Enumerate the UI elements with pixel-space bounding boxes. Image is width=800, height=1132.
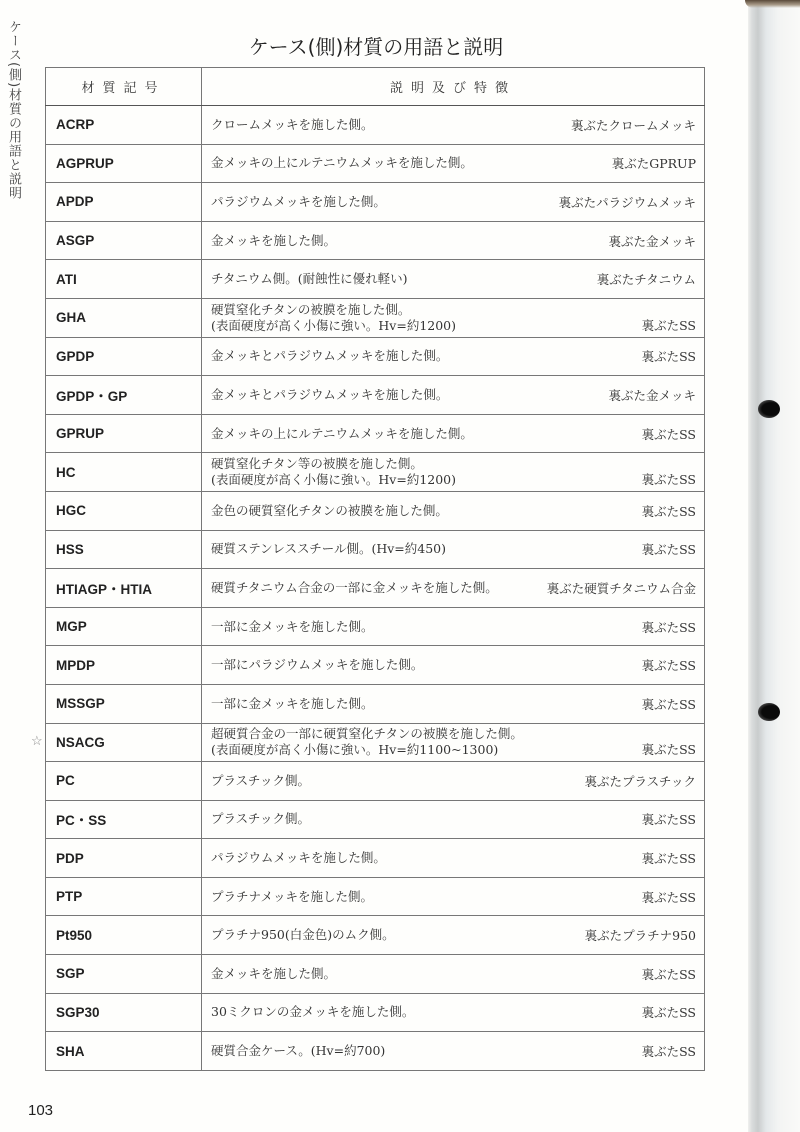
caseback-material: 裏ぶたGPRUP [611,156,696,172]
caseback-material: 裏ぶたSS [641,742,696,758]
material-code: GPRUP [46,414,202,453]
caseback-material: 裏ぶたSS [641,317,696,333]
description-line: 一部にパラジウムメッキを施した側。 [211,657,424,673]
table-row [46,376,705,415]
description-line: 金メッキの上にルテニウムメッキを施した側。 [211,425,473,441]
caseback-material: 裏ぶたSS [641,503,696,519]
caseback-material: 裏ぶたSS [641,349,696,365]
next-page-edge [748,0,800,1132]
description-line: 一部に金メッキを施した側。 [211,695,374,711]
material-description-cell [202,183,705,222]
material-description-cell [202,607,705,646]
caseback-material: 裏ぶたクロームメッキ [570,117,696,133]
description-line: 金色の硬質窒化チタンの被膜を施した側。 [211,502,448,518]
page-curl-shadow [745,0,800,8]
table-row [46,800,705,839]
description-line: 金メッキを施した側。 [211,232,337,248]
material-code: HTIAGP・HTIA [46,569,202,608]
caseback-material: 裏ぶたSS [641,1005,696,1021]
table-row [46,916,705,955]
material-code: MPDP [46,646,202,685]
binder-hole-icon [758,400,780,418]
table-row [46,877,705,916]
table-row [46,530,705,569]
caseback-material: 裏ぶたSS [641,851,696,867]
material-code: AGPRUP [46,144,202,183]
table-row [46,723,705,762]
material-code: PC [46,762,202,801]
caseback-material: 裏ぶたSS [641,696,696,712]
table-row [46,684,705,723]
description-line: 硬質窒化チタン等の被膜を施した側。 [211,456,423,472]
table-row [46,491,705,530]
caseback-material: 裏ぶたプラチナ950 [584,928,696,944]
material-description-cell [202,800,705,839]
material-description-cell [202,106,705,145]
table-row [46,1032,705,1071]
description-line: 一部に金メッキを施した側。 [211,618,374,634]
description-line: 金メッキの上にルテニウムメッキを施した側。 [211,155,473,171]
page-title: ケース(側)材質の用語と説明 [248,35,504,59]
description-line: 超硬質合金の一部に硬質窒化チタンの被膜を施した側。 [211,726,523,742]
table-row [46,414,705,453]
table-row [46,607,705,646]
material-code: APDP [46,183,202,222]
material-code: SGP [46,955,202,994]
description-line: 金メッキを施した側。 [211,965,337,981]
description-line: 金メッキとパラジウムメッキを施した側。 [211,386,449,402]
description-line: チタニウム側。(耐蝕性に優れ軽い) [211,271,408,287]
material-code: HC [46,453,202,492]
table-row [46,453,705,492]
material-code: GPDP [46,337,202,376]
table-row [46,298,705,337]
header-description: 説明及び特徴 [202,68,705,106]
material-code: PC・SS [46,800,202,839]
table-row [46,762,705,801]
material-code: GPDP・GP [46,376,202,415]
description-line: プラチナメッキを施した側。 [211,888,374,904]
material-description-cell [202,684,705,723]
page-number: 103 [28,1102,54,1119]
material-description-cell [202,260,705,299]
description-line: クロームメッキを施した側。 [211,116,374,132]
material-description-cell [202,877,705,916]
material-code: MGP [46,607,202,646]
material-description-cell [202,569,705,608]
caseback-material: 裏ぶたSS [641,426,696,442]
side-running-title: ケース(側)材質の用語と説明 [6,20,21,201]
caseback-material: 裏ぶた硬質チタニウム合金 [546,580,696,596]
table-row [46,183,705,222]
material-code: GHA [46,298,202,337]
table-row [46,646,705,685]
case-material-table [45,67,705,1071]
material-description-cell [202,646,705,685]
material-code: SHA [46,1032,202,1071]
material-code: PDP [46,839,202,878]
table-header-row [46,68,705,106]
material-description-cell [202,414,705,453]
material-code: ACRP [46,106,202,145]
caseback-material: 裏ぶたSS [641,658,696,674]
material-description-cell [202,376,705,415]
material-code: NSACG [46,723,202,762]
material-description-cell [202,221,705,260]
table-row [46,221,705,260]
table-row [46,144,705,183]
material-code: PTP [46,877,202,916]
material-description-cell [202,337,705,376]
material-description-cell [202,993,705,1032]
material-description-cell [202,298,705,337]
description-line: プラスチック側。 [211,772,311,788]
caseback-material: 裏ぶた金メッキ [608,387,696,403]
caseback-material: 裏ぶたSS [641,471,696,487]
binder-hole-icon [758,703,780,721]
description-line: (表面硬度が高く小傷に強い。Hv=約1200) [211,317,457,333]
material-code: HGC [46,491,202,530]
caseback-material: 裏ぶたチタニウム [596,272,696,288]
description-line: 硬質合金ケース。(Hv=約700) [211,1043,386,1059]
table-row [46,839,705,878]
caseback-material: 裏ぶたSS [641,966,696,982]
caseback-material: 裏ぶたSS [641,812,696,828]
material-description-cell [202,839,705,878]
description-line: 硬質窒化チタンの被膜を施した側。 [211,301,411,317]
description-line: プラスチック側。 [211,811,311,827]
caseback-material: 裏ぶたパラジウムメッキ [558,194,696,210]
description-line: 硬質ステンレススチール側。(Hv=約450) [211,541,446,557]
material-code: ATI [46,260,202,299]
material-code: MSSGP [46,684,202,723]
material-code: ASGP [46,221,202,260]
material-description-cell [202,491,705,530]
table-row [46,569,705,608]
table-row [46,337,705,376]
material-description-cell [202,916,705,955]
material-description-cell [202,723,705,762]
caseback-material: 裏ぶたプラスチック [584,773,696,789]
description-line: パラジウムメッキを施した側。 [211,850,386,866]
table-body [46,106,705,1071]
new-item-star-icon: ☆ [31,733,43,749]
description-line: 金メッキとパラジウムメッキを施した側。 [211,348,449,364]
material-code: SGP30 [46,993,202,1032]
description-line: プラチナ950(白金色)のムク側。 [211,927,395,943]
material-description-cell [202,955,705,994]
caseback-material: 裏ぶたSS [641,1044,696,1060]
table-row [46,106,705,145]
description-line: (表面硬度が高く小傷に強い。Hv=約1100~1300) [211,742,499,758]
description-line: パラジウムメッキを施した側。 [211,193,386,209]
material-description-cell [202,530,705,569]
material-code: HSS [46,530,202,569]
description-line: 30ミクロンの金メッキを施した側。 [211,1004,415,1020]
description-line: (表面硬度が高く小傷に強い。Hv=約1200) [211,472,457,488]
material-description-cell [202,762,705,801]
material-description-cell [202,453,705,492]
table-row [46,260,705,299]
caseback-material: 裏ぶた金メッキ [608,233,696,249]
table-row [46,955,705,994]
caseback-material: 裏ぶたSS [641,542,696,558]
header-material-code: 材質記号 [46,68,202,106]
material-description-cell [202,1032,705,1071]
caseback-material: 裏ぶたSS [641,889,696,905]
caseback-material: 裏ぶたSS [641,619,696,635]
table-row [46,993,705,1032]
material-description-cell [202,144,705,183]
description-line: 硬質チタニウム合金の一部に金メッキを施した側。 [211,579,498,595]
material-code: Pt950 [46,916,202,955]
